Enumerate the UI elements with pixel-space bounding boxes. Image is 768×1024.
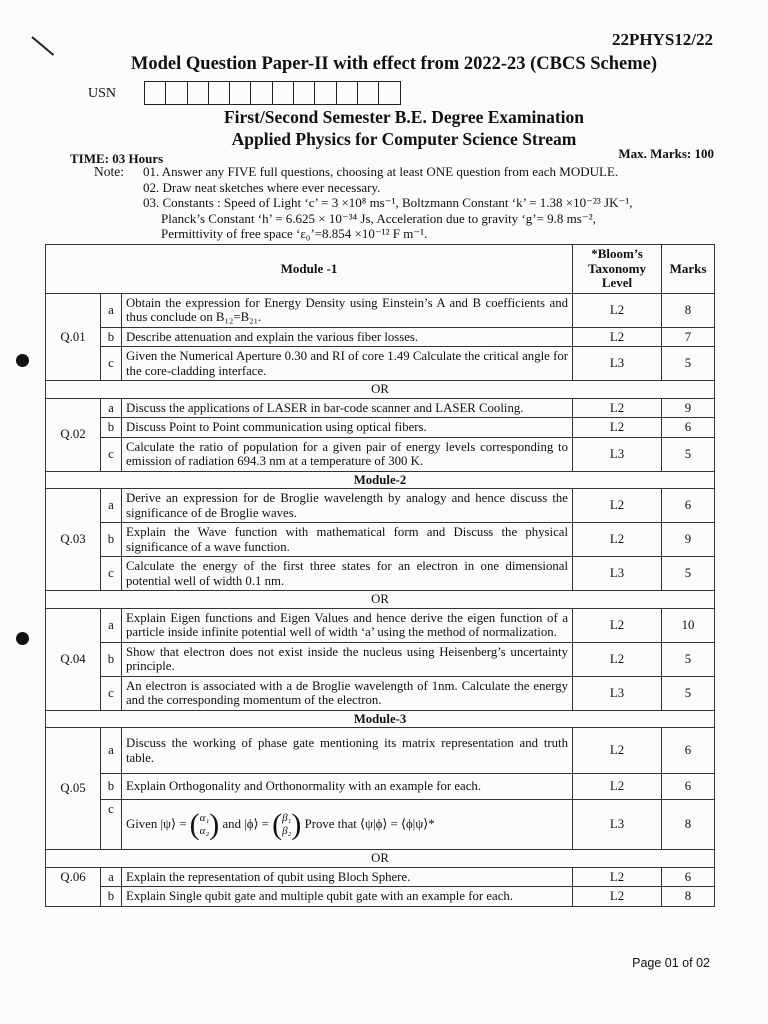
marks: 9	[662, 523, 715, 557]
question-text: Obtain the expression for Energy Density using Einstein’s A and B coefficients and thus conclude on B₁₂=B₂₁.	[122, 293, 573, 327]
note-1: 01. Answer any FIVE full questions, choosing at least ONE question from each MODULE.	[143, 164, 619, 179]
table-row	[46, 774, 715, 800]
or-divider: OR	[46, 591, 715, 609]
sub-label: b	[101, 887, 122, 907]
question-text: Discuss the working of phase gate mentioning its matrix representation and truth table.	[122, 728, 573, 774]
alpha-2: α₂	[199, 824, 210, 837]
max-marks: Max. Marks: 100	[618, 146, 714, 161]
beta-1: β₁	[282, 811, 292, 824]
and-text: and |ϕ⟩ =	[222, 816, 269, 831]
table-row	[46, 728, 715, 774]
bloom-level: L3	[573, 676, 662, 710]
marks: 5	[662, 676, 715, 710]
psi-vector: ( α₁ α₂ )	[189, 807, 220, 841]
question-number: Q.03	[46, 489, 101, 591]
bloom-level: L2	[573, 293, 662, 327]
question-number: Q.01	[46, 293, 101, 381]
sub-label: a	[101, 867, 122, 887]
question-text: Describe attenuation and explain the various fiber losses.	[122, 327, 573, 347]
sub-label: a	[101, 489, 122, 523]
phi-vector: ( β₁ β₂ )	[272, 807, 302, 841]
paper-title: Model Question Paper-II with effect from 2022-23 (CBCS Scheme)	[130, 54, 658, 74]
marks: 5	[662, 437, 715, 471]
bloom-level: L3	[573, 437, 662, 471]
binder-hole	[16, 354, 29, 367]
sub-label: b	[101, 642, 122, 676]
marks: 6	[662, 728, 715, 774]
question-text: Given the Numerical Aperture 0.30 and RI of core 1.49 Calculate the critical angle for the core-cladding interface.	[122, 347, 573, 381]
sub-label: c	[101, 437, 122, 471]
prove-text: Prove that ⟨ψ|ϕ⟩ = ⟨ϕ|ψ⟩*	[304, 816, 435, 831]
sub-label: b	[101, 327, 122, 347]
marks: 5	[662, 347, 715, 381]
marks: 9	[662, 398, 715, 418]
bloom-level: L2	[573, 867, 662, 887]
bloom-level: L2	[573, 642, 662, 676]
question-text: Explain Eigen functions and Eigen Values and hence derive the eigen function of a particle inside infinite potential well of width ‘a’ using the method of normalization.	[122, 608, 573, 642]
bloom-level: L3	[573, 557, 662, 591]
question-text: Derive an expression for de Broglie wavelength by analogy and hence discuss the significance of de Broglie waves.	[122, 489, 573, 523]
or-divider: OR	[46, 850, 715, 868]
marks: 7	[662, 327, 715, 347]
exam-heading	[0, 106, 768, 150]
marks: 6	[662, 867, 715, 887]
note-3: 03. Constants : Speed of Light ‘c’ = 3 ×10⁸ ms⁻¹, Boltzmann Constant ‘k’ = 1.38 ×10⁻²³ JK⁻¹,	[143, 195, 633, 210]
question-table	[45, 244, 715, 907]
exam-name: First/Second Semester B.E. Degree Examination	[223, 107, 584, 127]
marks: 8	[662, 887, 715, 907]
table-row	[46, 608, 715, 642]
sub-label: a	[101, 728, 122, 774]
question-text: Calculate the energy of the first three states for an electron in one dimensional potential well of width 0.1 nm.	[122, 557, 573, 591]
pen-mark	[31, 36, 54, 56]
module-2-heading: Module-2	[46, 471, 715, 489]
binder-hole	[16, 632, 29, 645]
table-row	[46, 867, 715, 887]
note-2: 02. Draw neat sketches where ever necessary.	[143, 179, 381, 195]
exam-time: TIME: 03 Hours	[70, 151, 164, 166]
sub-label: a	[101, 398, 122, 418]
table-row	[46, 557, 715, 591]
page-number: Page 01 of 02	[632, 956, 710, 970]
marks: 8	[662, 800, 715, 850]
table-row	[46, 676, 715, 710]
note-3-cont: Planck’s Constant ‘h’ = 6.625 × 10⁻³⁴ Js, Acceleration due to gravity ‘g’= 9.8 ms⁻²,	[161, 210, 596, 226]
question-text: An electron is associated with a de Broglie wavelength of 1nm. Calculate the energy and the corresponding momentum of the electron.	[122, 676, 573, 710]
bloom-level: L2	[573, 887, 662, 907]
bloom-level: L2	[573, 523, 662, 557]
marks: 5	[662, 642, 715, 676]
sub-label: a	[101, 293, 122, 327]
table-row	[46, 398, 715, 418]
marks: 8	[662, 293, 715, 327]
usn-boxes	[144, 81, 401, 105]
table-row	[46, 489, 715, 523]
bloom-level: L3	[573, 800, 662, 850]
marks: 6	[662, 774, 715, 800]
given-text: Given |ψ⟩ =	[126, 816, 187, 831]
usn-label: USN	[88, 86, 117, 101]
table-row	[46, 642, 715, 676]
module-1-heading: Module -1	[46, 245, 573, 294]
module-3-heading: Module-3	[46, 710, 715, 728]
sub-label: b	[101, 523, 122, 557]
bloom-level: L2	[573, 418, 662, 438]
alpha-1: α₁	[199, 811, 210, 824]
question-text: Explain the Wave function with mathematical form and Discuss the physical significance of a wave function.	[122, 523, 573, 557]
or-divider: OR	[46, 381, 715, 399]
sub-label: c	[101, 800, 122, 850]
question-text: Discuss Point to Point communication using optical fibers.	[122, 418, 573, 438]
table-row	[46, 347, 715, 381]
sub-label: c	[101, 557, 122, 591]
question-text: Calculate the ratio of population for a given pair of energy levels corresponding to emission of radiation 694.3 nm at a temperature of 300 K.	[122, 437, 573, 471]
table-row	[46, 523, 715, 557]
question-number: Q.04	[46, 608, 101, 710]
question-text	[122, 800, 573, 850]
table-row	[46, 800, 715, 850]
question-text: Discuss the applications of LASER in bar-code scanner and LASER Cooling.	[122, 398, 573, 418]
marks: 6	[662, 489, 715, 523]
sub-label: a	[101, 608, 122, 642]
table-row	[46, 887, 715, 907]
marks: 5	[662, 557, 715, 591]
sub-label: b	[101, 418, 122, 438]
bloom-header: *Bloom’s Taxonomy Level	[573, 245, 662, 294]
bloom-level: L2	[573, 608, 662, 642]
question-text: Explain the representation of qubit using Bloch Sphere.	[122, 867, 573, 887]
subject-name: Applied Physics for Computer Science Stream	[231, 129, 577, 149]
question-text: Explain Single qubit gate and multiple qubit gate with an example for each.	[122, 887, 573, 907]
bloom-level: L2	[573, 774, 662, 800]
table-row	[46, 418, 715, 438]
bloom-level: L2	[573, 398, 662, 418]
note-label: Note:	[94, 164, 124, 179]
table-row	[46, 437, 715, 471]
question-text: Explain Orthogonality and Orthonormality with an example for each.	[122, 774, 573, 800]
question-number: Q.06	[46, 867, 101, 906]
bloom-level: L2	[573, 489, 662, 523]
sub-label: c	[101, 676, 122, 710]
bloom-level: L2	[573, 327, 662, 347]
sub-label: c	[101, 347, 122, 381]
table-row	[46, 293, 715, 327]
marks: 6	[662, 418, 715, 438]
question-text: Show that electron does not exist inside the nucleus using Heisenberg’s uncertainty principle.	[122, 642, 573, 676]
question-number: Q.05	[46, 728, 101, 850]
notes	[143, 164, 713, 242]
question-number: Q.02	[46, 398, 101, 471]
marks-header: Marks	[662, 245, 715, 294]
beta-2: β₂	[282, 824, 292, 837]
table-row	[46, 327, 715, 347]
marks: 10	[662, 608, 715, 642]
sub-label: b	[101, 774, 122, 800]
bloom-level: L2	[573, 728, 662, 774]
paper-code: 22PHYS12/22	[611, 30, 713, 49]
bloom-level: L3	[573, 347, 662, 381]
note-3-cont2: Permittivity of free space ‘ε₀’=8.854 ×10⁻¹² F m⁻¹.	[161, 226, 428, 241]
